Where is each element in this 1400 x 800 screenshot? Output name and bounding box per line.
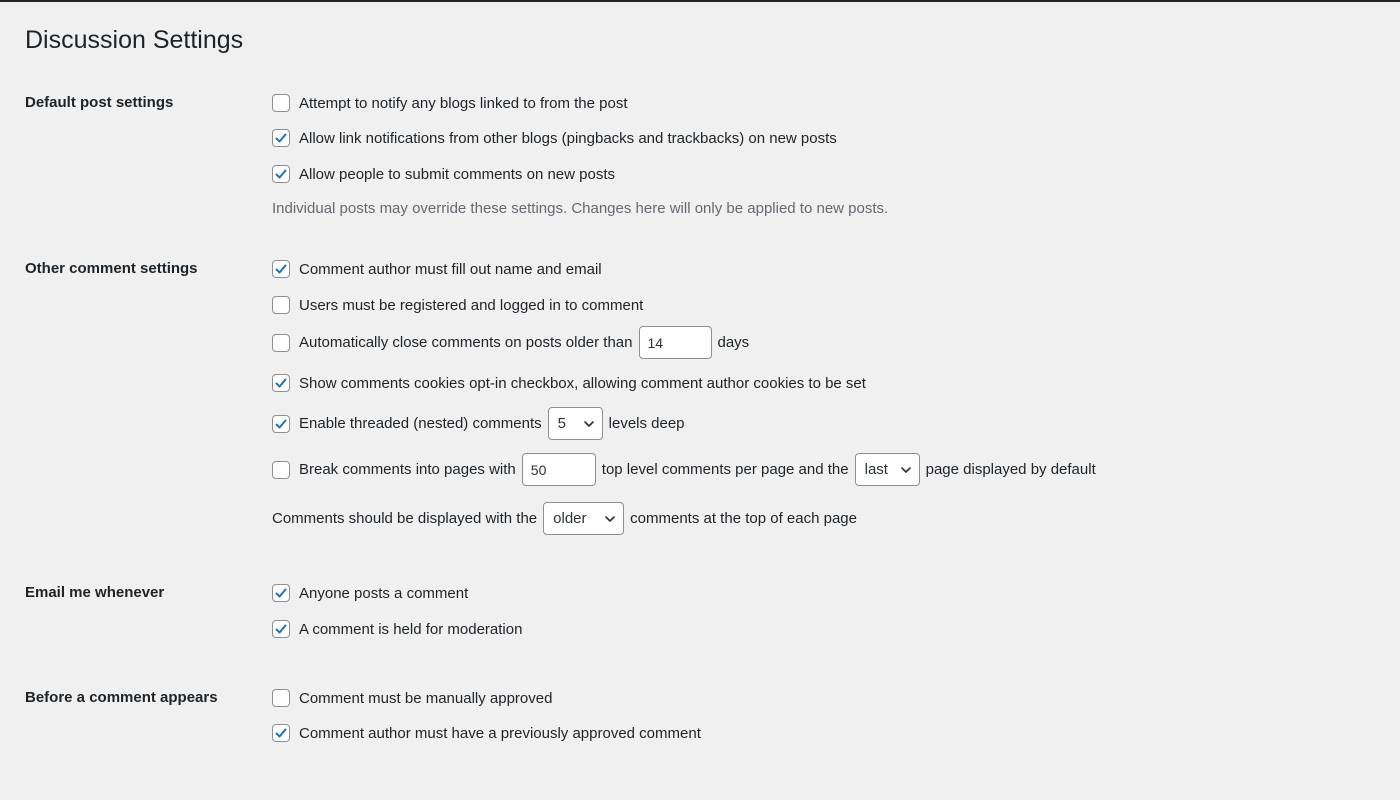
prior-approval-label: Comment author must have a previously approved comment — [299, 724, 701, 742]
email-new-comment-label: Anyone posts a comment — [299, 584, 469, 602]
email-new-comment-option[interactable] — [272, 584, 468, 602]
auto-close-label: Automatically close comments on posts older than — [299, 334, 633, 351]
registered-checkbox[interactable] — [272, 296, 290, 314]
auto-close-checkbox[interactable] — [272, 334, 290, 352]
cookies-label: Show comments cookies opt-in checkbox, allowing comment author cookies to be set — [299, 374, 866, 392]
notify-blogs-option[interactable] — [272, 94, 628, 112]
page-title: Discussion Settings — [25, 26, 244, 54]
paged-suffix: page displayed by default — [925, 461, 1096, 478]
section-label-before: Before a comment appears — [25, 689, 218, 706]
prior-approval-checkbox[interactable] — [272, 724, 290, 742]
registered-option[interactable] — [272, 296, 643, 314]
allow-comments-label: Allow people to submit comments on new posts — [299, 165, 615, 183]
email-moderation-checkbox[interactable] — [272, 620, 290, 638]
comment-order-suffix: comments at the top of each page — [630, 510, 857, 527]
manual-approval-checkbox[interactable] — [272, 689, 290, 707]
registered-label: Users must be registered and logged in to comment — [299, 296, 644, 314]
name-email-label: Comment author must fill out name and email — [299, 260, 602, 278]
email-moderation-option[interactable] — [272, 620, 522, 638]
link-notifications-label: Allow link notifications from other blogs (pingbacks and trackbacks) on new posts — [299, 129, 837, 147]
chevron-down-icon — [603, 512, 617, 526]
prior-approval-option[interactable] — [272, 724, 701, 742]
chevron-down-icon — [899, 463, 913, 477]
threaded-checkbox[interactable] — [272, 415, 290, 433]
default-post-description: Individual posts may override these settings. Changes here will only be applied to new posts. — [272, 200, 889, 217]
cookies-option[interactable] — [272, 374, 866, 392]
notify-blogs-label: Attempt to notify any blogs linked to from the post — [299, 94, 628, 112]
thread-depth-value: 5 — [557, 415, 566, 432]
auto-close-days-input[interactable]: 14 — [639, 326, 712, 359]
name-email-checkbox[interactable] — [272, 260, 290, 278]
auto-close-suffix: days — [717, 334, 750, 351]
email-new-comment-checkbox[interactable] — [272, 584, 290, 602]
manual-approval-label: Comment must be manually approved — [299, 689, 553, 707]
manual-approval-option[interactable] — [272, 689, 552, 707]
paged-checkbox[interactable] — [272, 461, 290, 479]
comment-order-value: older — [553, 510, 587, 527]
threaded-label: Enable threaded (nested) comments — [299, 415, 542, 432]
allow-comments-checkbox[interactable] — [272, 165, 290, 183]
allow-comments-option[interactable] — [272, 165, 615, 183]
name-email-option[interactable] — [272, 260, 602, 278]
default-page-select[interactable] — [855, 453, 920, 486]
comment-order-select[interactable] — [543, 502, 624, 535]
link-notifications-checkbox[interactable] — [272, 129, 290, 147]
cookies-checkbox[interactable] — [272, 374, 290, 392]
default-page-value: last — [864, 461, 888, 478]
auto-close-option — [272, 326, 749, 359]
link-notifications-option[interactable] — [272, 129, 837, 147]
admin-top-border — [0, 0, 1400, 2]
paged-option — [272, 453, 1096, 486]
email-moderation-label: A comment is held for moderation — [299, 620, 523, 638]
section-label-other-comment: Other comment settings — [25, 260, 198, 277]
thread-depth-select[interactable] — [548, 407, 603, 440]
paged-label: Break comments into pages with — [299, 461, 516, 478]
comment-order-option — [272, 502, 857, 535]
paged-middle-text: top level comments per page and the — [601, 461, 849, 478]
section-label-email: Email me whenever — [25, 584, 165, 601]
comments-per-page-input[interactable]: 50 — [522, 453, 596, 486]
comment-order-prefix: Comments should be displayed with the — [272, 510, 538, 527]
notify-blogs-checkbox[interactable] — [272, 94, 290, 112]
chevron-down-icon — [582, 417, 596, 431]
threaded-suffix: levels deep — [608, 415, 685, 432]
threaded-option — [272, 407, 685, 440]
section-label-default-post: Default post settings — [25, 94, 174, 111]
